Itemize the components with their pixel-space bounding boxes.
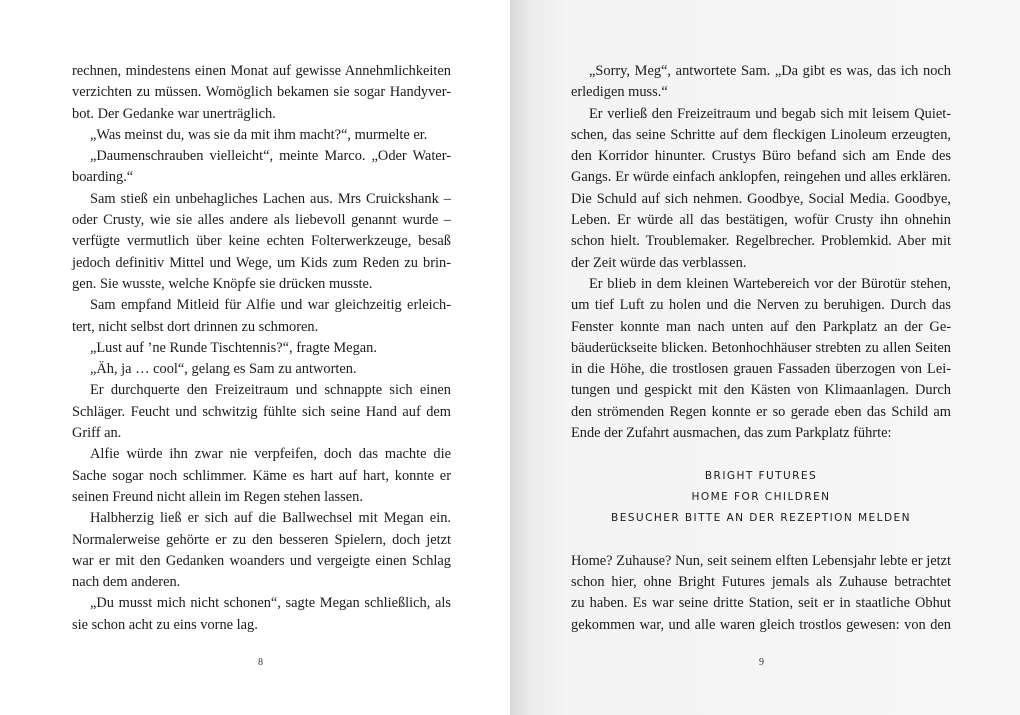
text-line: erledigen muss.“ (571, 84, 668, 101)
text-line: rechnen, mindestens einen Monat auf gewisse Annehmlichkeiten (72, 63, 451, 79)
text-line: Er durchquerte den Freizeitraum und schnappte sich einen (90, 382, 451, 399)
text-line: den strömenden Regen konnte er so gerade eben das Schild am (571, 403, 951, 420)
text-line: der Zeit würde das verblassen. (571, 254, 747, 271)
right-page-text (571, 61, 951, 636)
text-line: seinen Freund nicht allein im Regen stehen lassen. (72, 488, 363, 505)
text-line: „Äh, ja … cool“, gelang es Sam zu antworten. (90, 361, 357, 378)
blank-line (571, 444, 951, 465)
text-line: jedoch definitiv Mittel und Wege, um Kids zum Reden zu brin- (72, 254, 451, 271)
text-line: sie schon acht zu eins vorne lag. (72, 616, 258, 633)
text-line: Fenster konnte man nach unten auf den Parkplatz an der Ge- (571, 318, 951, 335)
text-line: Halbherzig ließ er sich auf die Ballwechsel mit Megan ein. (90, 510, 451, 527)
text-line: Sam empfand Mitleid für Alfie und war gleichzeitig erleich- (90, 297, 451, 314)
text-line: tungen und gespickt mit den Kästen von Klimaanlagen. Durch (571, 382, 951, 399)
text-line: bäuderückseite blicken. Betonhochhäuser strebten zu allen Seiten (571, 339, 951, 356)
text-line: „Was meinst du, was sie da mit ihm macht?“, murmelte er. (90, 126, 428, 143)
text-line: Er blieb in dem kleinen Wartebereich vor der Bürotür stehen, (589, 275, 951, 292)
text-line: „Daumenschrauben vielleicht“, meinte Marco. „Oder Water- (90, 148, 451, 165)
text-line: verzichten zu müssen. Womöglich bekamen sie sogar Handyver- (72, 84, 451, 101)
text-line: tert, nicht selbst dort drinnen zu schmoren. (72, 318, 319, 335)
text-line: „Du musst mich nicht schonen“, sagte Megan schließlich, als (90, 595, 451, 612)
text-line: verfügte vermutlich über keine echten Folterwerkzeuge, besaß (72, 233, 451, 250)
text-line: oder Crusty, wie sie alles andere als liebevoll genannt wurde – (72, 212, 451, 229)
sign-text (571, 466, 951, 530)
right-page-number: 9 (759, 657, 764, 668)
text-line: Sache sogar noch schlimmer. Käme es hart auf hart, konnte er (72, 467, 451, 484)
text-line: „Lust auf ’ne Runde Tischtennis?“, fragte Megan. (90, 339, 377, 356)
text-line: Er verließ den Freizeitraum und begab sich mit leisem Quiet- (589, 105, 951, 122)
blank-line (571, 530, 951, 551)
text-line: schen, das seine Schritte auf dem fleckigen Linoleum erzeugten, (571, 126, 951, 143)
text-line: „Sorry, Meg“, antwortete Sam. „Da gibt es was, das ich noch (589, 63, 951, 79)
left-page-number: 8 (258, 657, 263, 668)
text-line: den Korridor hinunter. Crustys Büro befand sich am Ende des (571, 148, 951, 165)
text-line: Alfie würde ihn zwar nie verpfeifen, doch das machte die (90, 446, 451, 463)
text-line: um tief Luft zu holen und die Nerven zu beruhigen. Durch das (571, 297, 951, 314)
text-line: Sam stieß ein unbehagliches Lachen aus. Mrs Cruickshank – (90, 190, 451, 207)
text-line: Leben. Er würde all das bestätigen, wofür Crusty ihn ohnehin (571, 212, 951, 229)
text-line: Schläger. Feucht und schwitzig fühlte sich seine Hand auf dem (72, 403, 451, 420)
text-line: bot. Der Gedanke war unerträglich. (72, 105, 276, 122)
sign-line: BESUCHER BITTE AN DER REZEPTION MELDEN (611, 512, 911, 525)
text-line: gekommen war, und alle waren gleich trostlos gewesen: von den (571, 616, 951, 633)
text-line: nach dem anderen. (72, 574, 181, 591)
sign-line: HOME FOR CHILDREN (691, 490, 831, 503)
right-page (510, 0, 1020, 715)
text-line: boarding.“ (72, 169, 134, 186)
text-line: schon hier, ohne Bright Futures jemals als Zuhause betrachtet (571, 574, 951, 591)
left-page-text (72, 61, 451, 636)
text-line: Die Schuld auf sich nehmen. Goodbye, Social Media. Goodbye, (571, 190, 951, 207)
text-line: zu haben. Es war seine dritte Station, seit er in staatliche Obhut (571, 595, 951, 612)
text-line: Normalerweise gehörte er zu den besseren Spielern, doch jetzt (72, 531, 451, 548)
text-line: Home? Zuhause? Nun, seit seinem elften Lebensjahr lebte er jetzt (571, 552, 951, 569)
text-line: in die Höhe, die trostlosen grauen Fassaden überzogen von Lei- (571, 361, 951, 378)
text-line: Griff an. (72, 425, 122, 442)
text-line: Ende der Zufahrt ausmachen, das zum Parkplatz führte: (571, 425, 892, 442)
sign-line: BRIGHT FUTURES (704, 469, 818, 482)
text-line: schon hielt. Troublemaker. Regelbrecher. Problemkid. Aber mit (571, 233, 951, 250)
text-line: gen. Sie wusste, welche Knöpfe sie drücken musste. (72, 275, 373, 292)
text-line: Gangs. Er würde einfach anklopfen, reingehen und alles erklären. (571, 169, 951, 186)
text-line: war er mit den Gedanken woanders und vergeigte einen Schlag (72, 552, 451, 569)
